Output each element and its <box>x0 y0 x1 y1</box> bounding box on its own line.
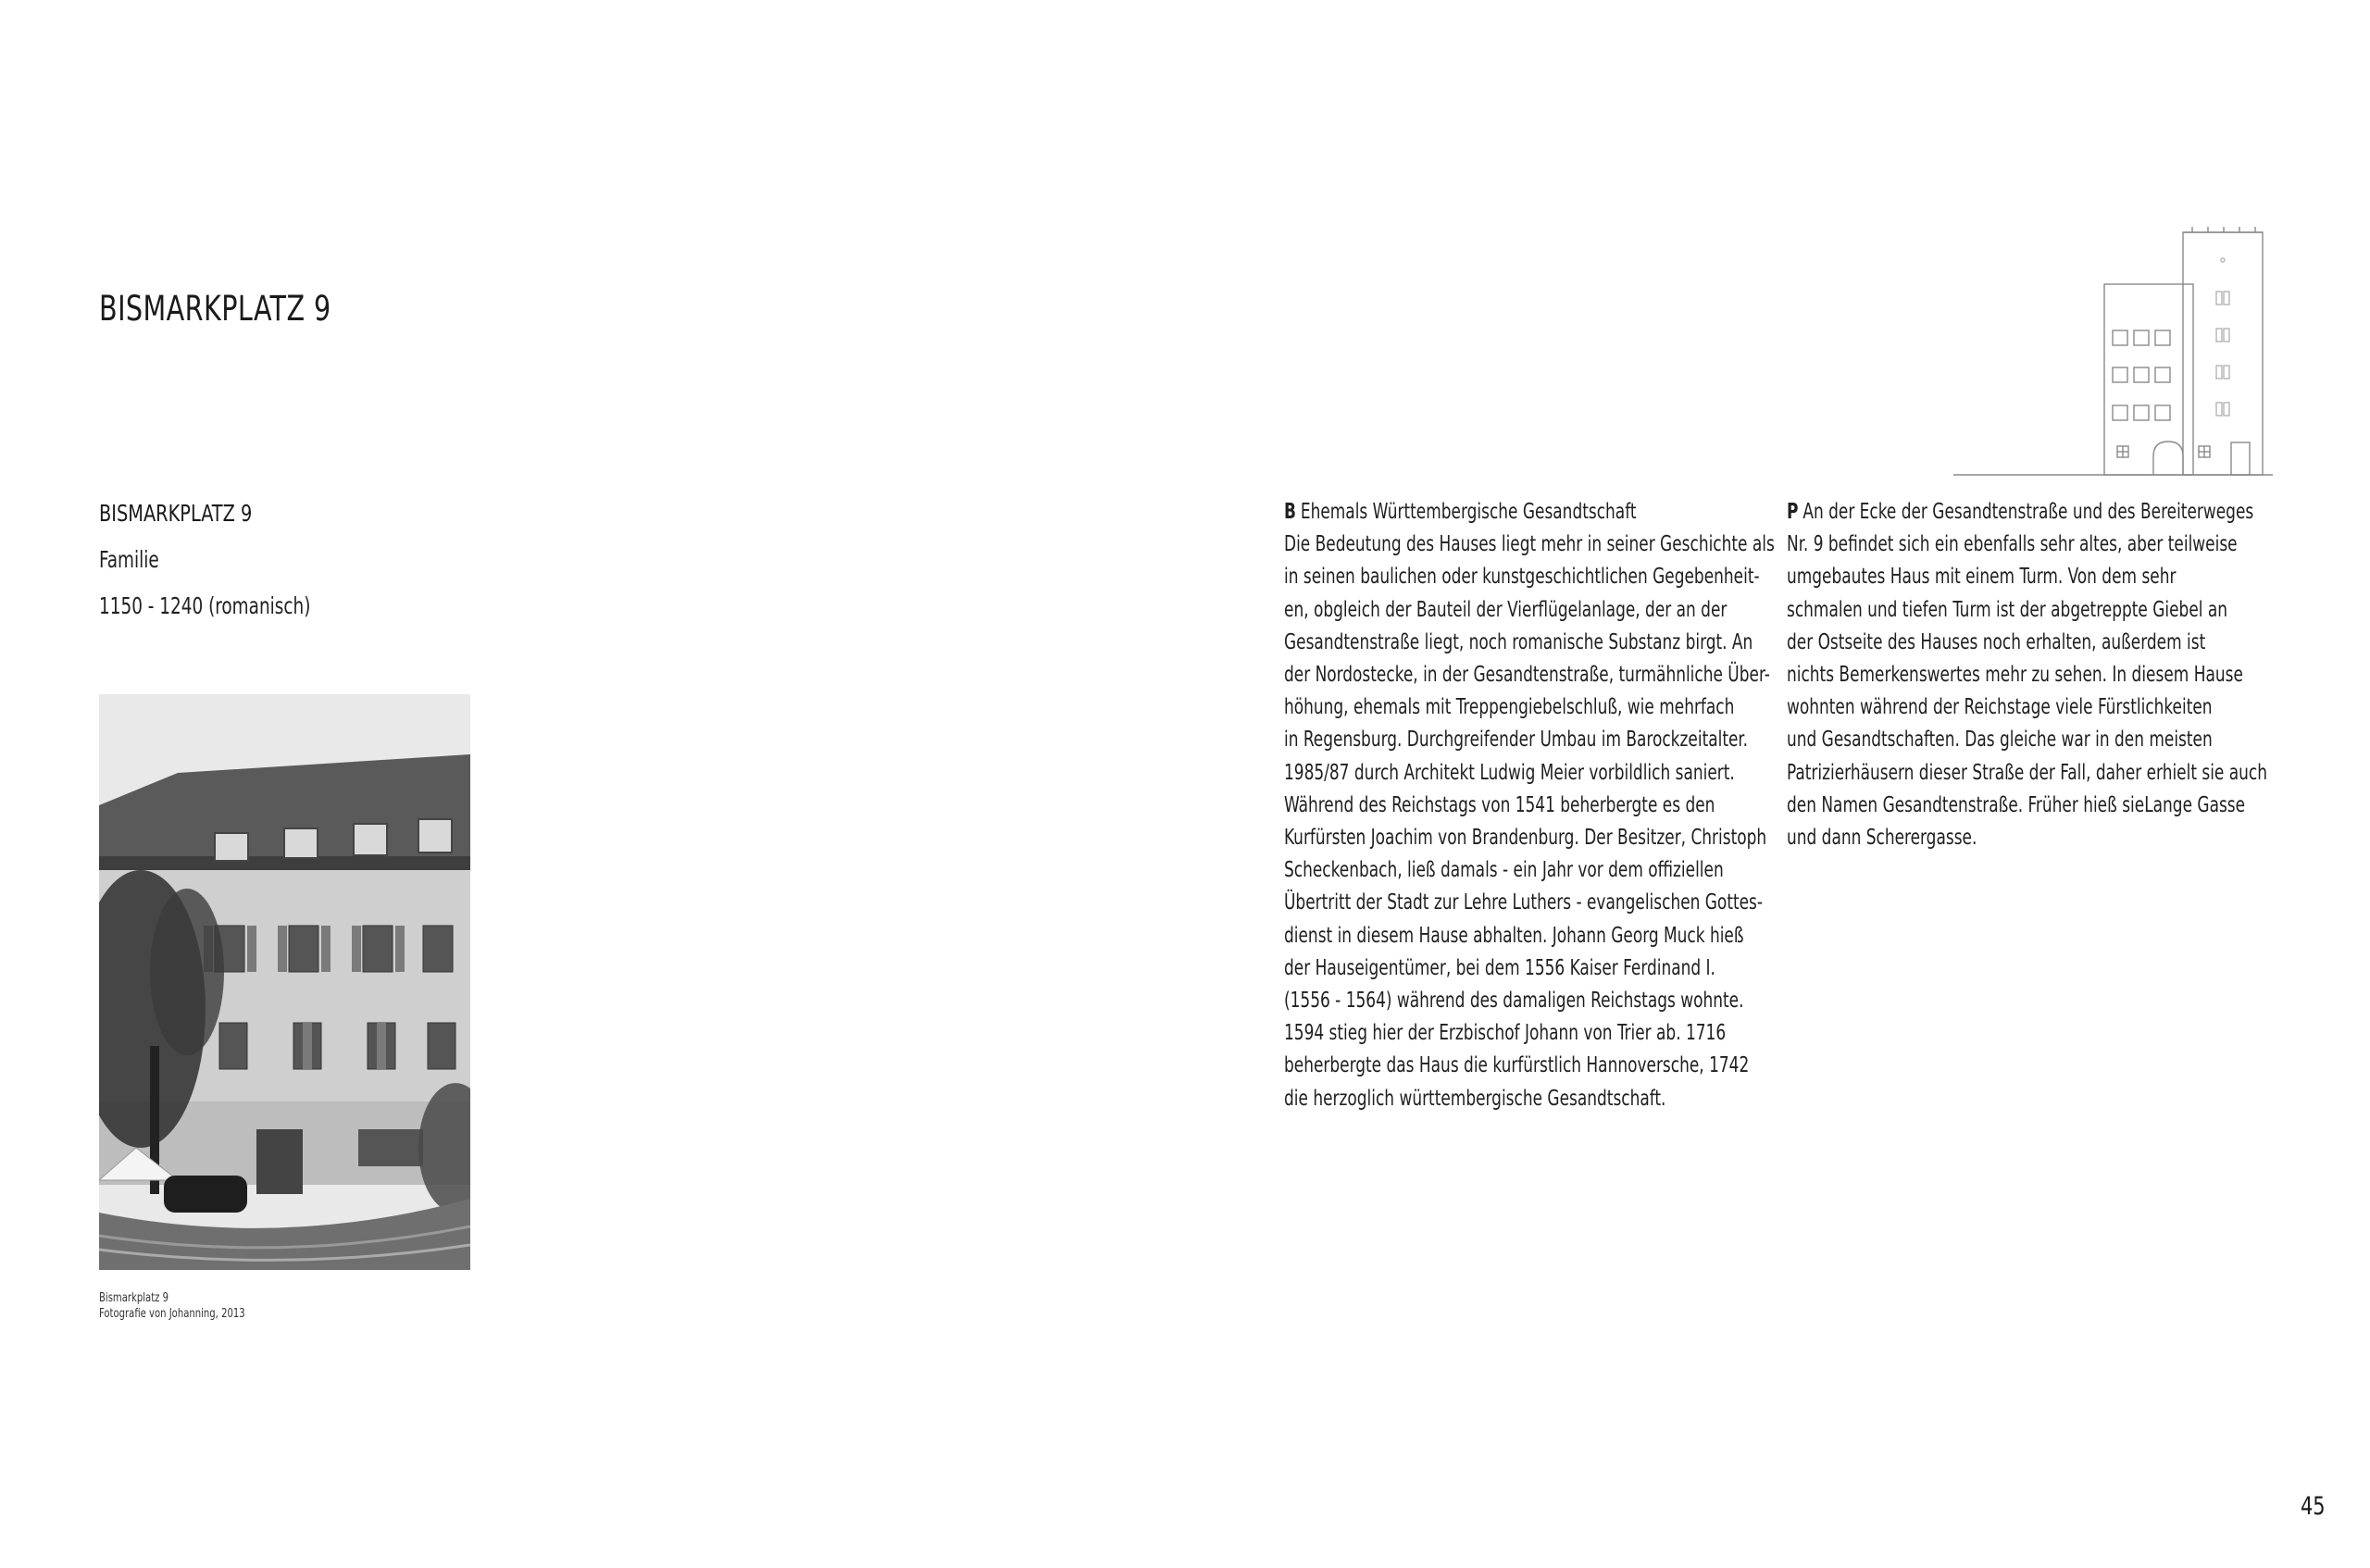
photo-caption-title: Bismarkplatz 9 <box>99 1291 169 1305</box>
column-b-line: Kurfürsten Joachim von Brandenburg. Der Besitzer, Christoph <box>1284 826 1767 851</box>
column-b-lead: B <box>1284 500 1296 524</box>
column-p-line: wohnten während der Reichstage viele Fürstlichkeiten <box>1787 695 2213 720</box>
building-photo <box>99 694 470 1270</box>
column-b-line: 1985/87 durch Architekt Ludwig Meier vorbildlich saniert. <box>1284 760 1735 785</box>
page-title: BISMARKPLATZ 9 <box>99 289 331 329</box>
column-b-line: Übertritt der Stadt zur Lehre Luthers - evangelischen Gottes- <box>1284 890 1764 915</box>
elevation-drawing <box>1953 227 2273 480</box>
page-number: 45 <box>2301 1492 2326 1521</box>
photo-caption-credit: Fotografie von Johanning, 2013 <box>99 1307 245 1321</box>
column-p-line: und dann Scherergasse. <box>1787 826 1977 851</box>
column-b-line: dienst in diesem Hause abhalten. Johann Georg Muck hieß <box>1284 923 1744 948</box>
entry-type: Familie <box>99 546 159 573</box>
column-b-line: beherbergte das Haus die kurfürstlich Hannoversche, 1742 <box>1284 1053 1750 1078</box>
column-p-line: nichts Bemerkenswertes mehr zu sehen. In diesem Hause <box>1787 663 2243 688</box>
column-b-line: Gesandtenstraße liegt, noch romanische Substanz birgt. An <box>1284 629 1753 654</box>
column-p-line: umgebautes Haus mit einem Turm. Von dem sehr <box>1787 565 2177 590</box>
column-p-lead: P <box>1787 500 1799 524</box>
column-b-line: en, obgleich der Bauteil der Vierflügelanlage, der an der <box>1284 597 1728 622</box>
column-b-line: der Hauseigentümer, bei dem 1556 Kaiser Ferdinand I. <box>1284 955 1715 980</box>
column-b-line: B Ehemals Württembergische Gesandtschaft <box>1284 500 1637 524</box>
column-b-line: Scheckenbach, ließ damals - ein Jahr vor dem offiziellen <box>1284 858 1724 883</box>
column-b-line: Während des Reichstags von 1541 beherbergte es den <box>1284 792 1715 817</box>
entry-period: 1150 - 1240 (romanisch) <box>99 592 311 619</box>
column-p-line: schmalen und tiefen Turm ist der abgetreppte Giebel an <box>1787 597 2228 622</box>
column-p-line: P An der Ecke der Gesandtenstraße und des Bereiterweges <box>1787 500 2254 524</box>
column-p-line: Nr. 9 befindet sich ein ebenfalls sehr altes, aber teilweise <box>1787 532 2238 557</box>
column-b-line: 1594 stieg hier der Erzbischof Johann von Trier ab. 1716 <box>1284 1021 1727 1046</box>
column-p-line: und Gesandtschaften. Das gleiche war in den meisten <box>1787 728 2213 753</box>
column-b-line: höhung, ehemals mit Treppengiebelschluß, wie mehrfach <box>1284 695 1735 720</box>
column-p-line: Patrizierhäusern dieser Straße der Fall, daher erhielt sie auch <box>1787 760 2267 785</box>
entry-heading: BISMARKPLATZ 9 <box>99 500 253 527</box>
text-column-p <box>1787 496 2287 854</box>
text-column-b <box>1284 496 1784 1115</box>
column-b-line: die herzoglich württembergische Gesandtschaft. <box>1284 1086 1666 1111</box>
column-p-line: den Namen Gesandtenstraße. Früher hieß sieLange Gasse <box>1787 792 2246 817</box>
column-b-line: der Nordostecke, in der Gesandtenstraße, turmähnliche Über- <box>1284 663 1770 688</box>
column-b-line: in Regensburg. Durchgreifender Umbau im Barockzeitalter. <box>1284 728 1749 753</box>
column-b-line: (1556 - 1564) während des damaligen Reichstags wohnte. <box>1284 989 1744 1014</box>
column-p-line: der Ostseite des Hauses noch erhalten, außerdem ist <box>1787 629 2206 654</box>
column-b-line: in seinen baulichen oder kunstgeschichtlichen Gegebenheit- <box>1284 565 1760 590</box>
column-b-line: Die Bedeutung des Hauses liegt mehr in seiner Geschichte als <box>1284 532 1775 557</box>
